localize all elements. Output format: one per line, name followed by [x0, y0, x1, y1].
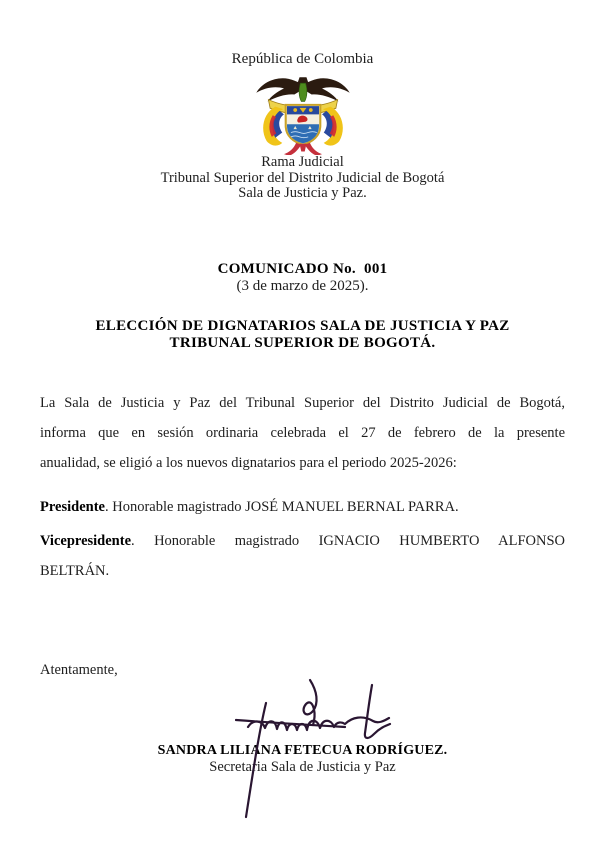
intro-line: anualidad, se eligió a los nuevos dignatarios para el periodo 2025-2026:: [40, 454, 457, 471]
header-country: República de Colombia: [231, 51, 374, 67]
intro-line: La Sala de Justicia y Paz del Tribunal Superior del Distrito Judicial de Bogotá,: [40, 394, 565, 411]
subject-line-1: ELECCIÓN DE DIGNATARIOS SALA DE JUSTICIA Y PAZ: [95, 317, 510, 334]
vicepresident-label: Vicepresidente: [40, 532, 132, 549]
signature-block: [40, 685, 565, 835]
intro-line: informa que en sesión ordinaria celebrada el 27 de febrero de la presente: [40, 424, 565, 441]
header-branch: Rama Judicial: [261, 154, 344, 170]
subject-line-2: TRIBUNAL SUPERIOR DE BOGOTÁ.: [169, 335, 436, 351]
notice-block: [40, 261, 565, 296]
header-chamber: Sala de Justicia y Paz.: [238, 185, 367, 201]
notice-title: COMUNICADO No. 001: [217, 260, 388, 277]
appointment-vicepresident: [40, 526, 565, 586]
closing-salutation: Atentamente,: [40, 661, 118, 678]
intro-paragraph: [40, 388, 565, 478]
appointment-president: [40, 492, 565, 522]
president-label: Presidente: [40, 498, 105, 515]
notice-date: (3 de marzo de 2025).: [236, 278, 369, 294]
president-text: . Honorable magistrado JOSÉ MANUEL BERNAL PARRA.: [104, 498, 459, 515]
signatory-name: SANDRA LILIANA FETECUA RODRÍGUEZ.: [157, 742, 448, 758]
subject-heading: [40, 318, 565, 353]
vicepresident-line-1: [40, 526, 565, 556]
header-court: Tribunal Superior del Distrito Judicial de Bogotá: [160, 169, 445, 186]
colombia-coat-of-arms-icon: [251, 72, 355, 155]
vicepresident-text: . Honorable magistrado IGNACIO HUMBERTO ALFONSO: [131, 532, 565, 549]
signatory-title: Secretaria Sala de Justicia y Paz: [209, 758, 396, 775]
vicepresident-line-2: BELTRÁN.: [40, 562, 110, 579]
